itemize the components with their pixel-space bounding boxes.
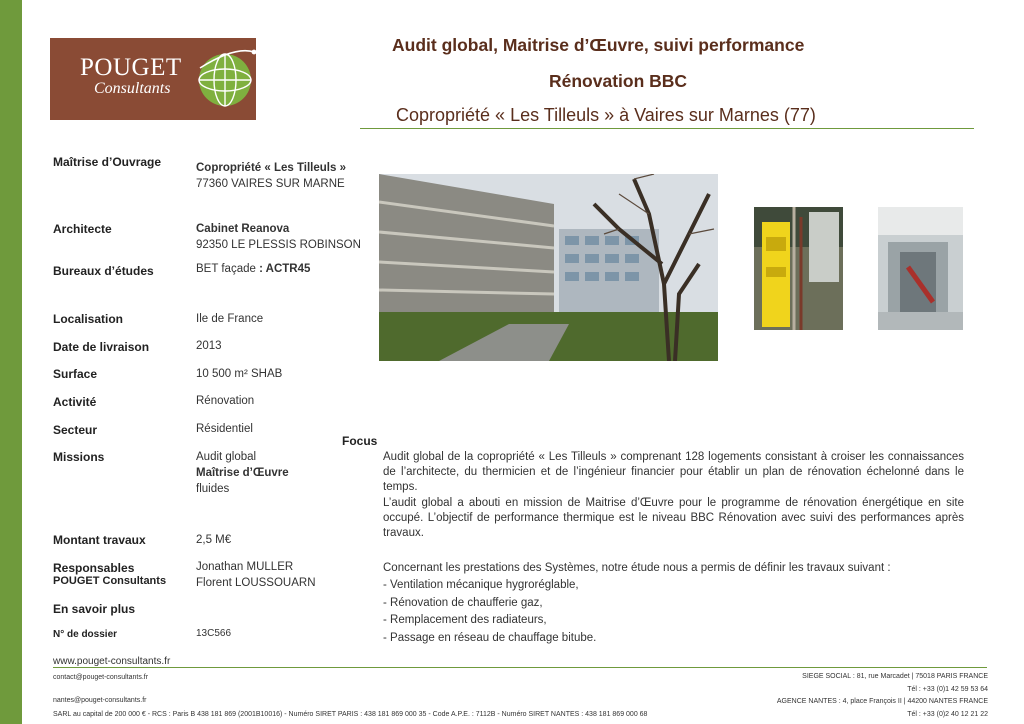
header-title: Audit global, Maitrise d’Œuvre, suivi performance (392, 35, 805, 55)
website-link[interactable]: www.pouget-consultants.fr (53, 656, 171, 667)
date-value: 2013 (196, 340, 222, 352)
localisation-value: Ile de France (196, 313, 264, 325)
missions-value (196, 449, 289, 497)
dossier-value: 13C566 (196, 628, 232, 639)
maitrise-value (196, 160, 346, 192)
siege-phone: Tél : +33 (0)1 42 59 53 64 (907, 686, 988, 693)
activite-value: Rénovation (196, 395, 255, 407)
list-item: - Rénovation de chaufferie gaz, (383, 596, 543, 609)
responsables-value (196, 559, 316, 591)
focus-paragraph-2: L’audit global a abouti en mission de Maitrise d’Œuvre pour le programme de rénovation énergétique en site occupé. L’objectif de performance thermique est le niveau BBC Rénovation avec suivi des performances après travaux. (383, 497, 964, 539)
green-side-bar (0, 0, 22, 724)
activite-label: Activité (53, 395, 97, 409)
surface-label: Surface (53, 367, 98, 381)
architecte-address: 92350 LE PLESSIS ROBINSON (196, 239, 361, 251)
missions-item: Audit global (196, 451, 257, 463)
footer-divider (53, 667, 987, 668)
focus-paragraph-1: Audit global de la copropriété « Les Tilleuls » comprenant 128 logements consistant à croiser les connaissances de l’architecte, du thermicien et de l’ingénieur financier pour établir un plan de rénovation échelonné dans le temps. (383, 451, 964, 493)
works-intro: Concernant les prestations des Systèmes, notre étude nous a permis de définir les travaux suivant : (383, 562, 891, 574)
maitrise-address: 77360 VAIRES SUR MARNE (196, 178, 345, 190)
contact-email[interactable]: contact@pouget-consultants.fr (53, 674, 149, 681)
header-subtitle: Rénovation BBC (549, 71, 688, 91)
bureaux-prefix: BET façade (196, 263, 260, 275)
list-item: - Passage en réseau de chauffage bitube. (383, 631, 597, 644)
missions-label: Missions (53, 450, 105, 464)
date-label: Date de livraison (53, 340, 150, 354)
pouget-logo (50, 38, 256, 120)
dossier-label: N° de dossier (53, 629, 118, 640)
surface-value: 10 500 m² SHAB (196, 368, 283, 380)
logo-word: POUGET (80, 54, 182, 81)
localisation-label: Localisation (53, 312, 124, 326)
bureaux-value (196, 261, 310, 277)
secteur-label: Secteur (53, 423, 98, 437)
bureaux-label: Bureaux d’études (53, 264, 154, 278)
architecte-label: Architecte (53, 222, 112, 236)
secteur-value: Résidentiel (196, 423, 253, 435)
bureaux-name: : ACTR45 (259, 263, 311, 275)
architecte-name: Cabinet Reanova (196, 223, 290, 235)
responsables-company: POUGET Consultants (53, 575, 167, 587)
missions-item: Maîtrise d’Œuvre (196, 467, 289, 479)
header-divider (360, 128, 974, 129)
savoir-label: En savoir plus (53, 602, 136, 616)
building-photo (379, 174, 718, 361)
maitrise-name: Copropriété « Les Tilleuls » (196, 162, 346, 174)
focus-label: Focus (342, 434, 378, 448)
logo-subtitle: Consultants (94, 80, 171, 97)
responsable-name: Jonathan MULLER (196, 561, 294, 573)
legal-text: SARL au capital de 200 000 € - RCS : Paris B 438 181 869 (2001B10016) - Numéro SIRET PARIS : 438 181 869 000 35 - Code A.P.E. : 7112B - Numéro SIRET NANTES : 438 181 869 000 68 (53, 711, 648, 718)
agence-phone: Tél : +33 (0)2 40 12 21 22 (907, 711, 988, 718)
architecte-value (196, 221, 361, 253)
list-item: - Remplacement des radiateurs, (383, 614, 547, 626)
list-item: - Ventilation mécanique hygroréglable, (383, 579, 579, 591)
responsable-name: Florent LOUSSOUARN (196, 577, 316, 589)
siege-address: SIEGE SOCIAL : 81, rue Marcadet | 75018 PARIS FRANCE (802, 673, 988, 680)
responsables-label: Responsables (53, 561, 135, 575)
montant-label: Montant travaux (53, 533, 146, 547)
boiler-photo (754, 207, 843, 330)
header-project: Copropriété « Les Tilleuls » à Vaires sur Marnes (77) (396, 105, 816, 125)
montant-value: 2,5 M€ (196, 534, 232, 546)
nantes-email[interactable]: nantes@pouget-consultants.fr (53, 697, 147, 704)
maitrise-label: Maîtrise d’Ouvrage (53, 155, 162, 169)
missions-item: fluides (196, 483, 230, 495)
agence-address: AGENCE NANTES : 4, place François II | 44200 NANTES FRANCE (776, 698, 988, 705)
works-list (383, 579, 596, 649)
ventilation-photo (878, 207, 963, 330)
